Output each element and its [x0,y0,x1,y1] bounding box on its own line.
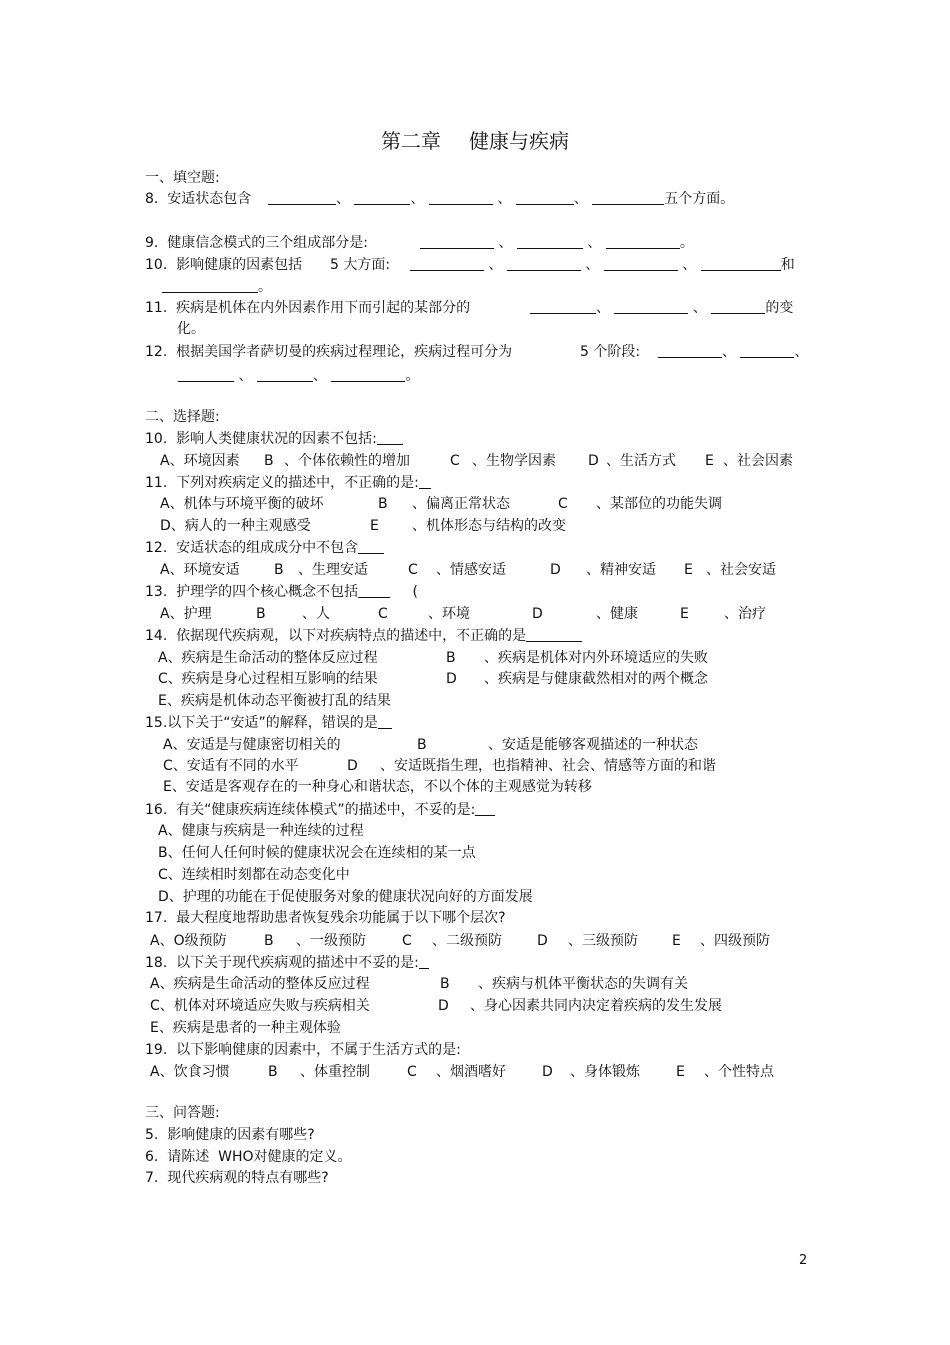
choice-15-option-c: C、安适有不同的水平 [163,758,299,774]
choice-19-option-d: 、身体锻炼 [570,1064,640,1080]
choice-10-option-b-letter: B [264,453,274,469]
choice-14-option-e: E、疾病是机体动态平衡被打乱的结果 [158,693,391,709]
fill-blanks-12: 、 、 [658,343,808,361]
choice-19-option-a: A、饮食习惯 [150,1064,230,1080]
choice-14-option-d: 、疾病是与健康截然相对的两个概念 [484,671,708,687]
choice-10-option-e-letter: E [705,453,714,469]
choice-10-option-e: 、社会因素 [723,453,793,469]
fill-blanks-10: 、 、 、 和 [410,256,795,274]
choice-10-option-c-letter: C [450,453,460,469]
choice-12-option-d: 、精神安适 [586,562,656,578]
choice-17-option-e-letter: E [672,933,681,949]
choice-17-option-c-letter: C [402,933,412,949]
choice-11-option-b: 、偏离正常状态 [412,496,510,512]
choice-15-option-a: A、安适是与健康密切相关的 [163,737,341,753]
fill-question-8: 8. 安适状态包含 [145,191,252,207]
choice-19-option-e: 、个性特点 [704,1064,774,1080]
essay-question-5: 5. 影响健康的因素有哪些? [145,1127,315,1143]
choice-question-11: 11. 下列对疾病定义的描述中，不正确的是: [145,474,431,492]
choice-10-option-a: A、环境因素 [160,453,240,469]
choice-16-option-b: B、任何人任何时候的健康状况会在连续相的某一点 [158,845,476,861]
choice-12-option-d-letter: D [550,562,561,578]
choice-11-option-d: D、病人的一种主观感受 [160,518,311,534]
choice-question-15: 15.以下关于“安适”的解释，错误的是 [145,714,392,732]
choice-question-13: 13. 护理学的四个核心概念不包括 ( [145,584,418,600]
choice-15-option-b-letter: B [417,737,427,753]
choice-question-18: 18. 以下关于现代疾病观的描述中不妥的是: [145,954,429,972]
choice-10-option-d: 、生活方式 [606,453,676,469]
choice-13-option-b: 、人 [302,606,330,622]
choice-17-option-b-letter: B [264,933,274,949]
choice-12-option-a: A、环境安适 [160,562,240,578]
choice-10-option-b: 、个体依赖性的增加 [284,453,410,469]
choice-18-option-d-letter: D [438,998,449,1014]
choice-13-option-e-letter: E [680,606,689,622]
choice-question-16: 16. 有关“健康疾病连续体模式”的描述中，不妥的是: [145,801,495,819]
choice-14-option-a: A、疾病是生命活动的整体反应过程 [158,650,378,666]
choice-15-option-b: 、安适是能够客观描述的一种状态 [488,737,698,753]
fill-blanks-8: 、 、 、 、 五个方面。 [268,190,734,208]
choice-question-10: 10. 影响人类健康状况的因素不包括: [145,430,403,448]
choice-12-option-c-letter: C [408,562,418,578]
choice-17-option-a: A、O级预防 [150,933,227,949]
choice-12-option-b: 、生理安适 [298,562,368,578]
fill-question-10: 10. 影响健康的因素包括 [145,257,303,273]
choice-17-option-c: 、二级预防 [432,933,502,949]
choice-16-option-a: A、健康与疾病是一种连续的过程 [158,823,364,839]
choice-17-option-d: 、三级预防 [568,933,638,949]
choice-14-option-c: C、疾病是身心过程相互影响的结果 [158,671,378,687]
essay-question-7: 7. 现代疾病观的特点有哪些? [145,1170,329,1186]
choice-14-option-d-letter: D [446,671,457,687]
fill-question-12-mid: 5 个阶段: [580,344,641,360]
choice-16-option-d: D、护理的功能在于促使服务对象的健康状况向好的方面发展 [158,889,533,905]
choice-15-option-e: E、安适是客观存在的一种身心和谐状态，不以个体的主观感觉为转移 [163,779,592,795]
choice-13-option-d: 、健康 [596,606,638,622]
choice-15-option-d-letter: D [347,758,358,774]
fill-blanks-11: 、 、 的变 [530,299,793,317]
choice-19-option-d-letter: D [542,1064,553,1080]
choice-19-option-b-letter: B [268,1064,278,1080]
fill-blanks-12-wrap: 、 、 。 [178,367,419,385]
choice-12-option-e: 、社会安适 [706,562,776,578]
choice-19-option-c-letter: C [407,1064,417,1080]
choice-17-option-b: 、一级预防 [296,933,366,949]
section-heading-fill: 一、填空题: [145,170,220,186]
choice-18-option-a: A、疾病是生命活动的整体反应过程 [150,976,370,992]
section-heading-essay: 三、问答题: [145,1105,220,1121]
choice-13-option-c: 、环境 [428,606,470,622]
choice-11-option-c-letter: C [558,496,568,512]
choice-18-option-b-letter: B [440,976,450,992]
choice-18-option-d: 、身心因素共同内决定着疾病的发生发展 [470,998,722,1014]
choice-19-option-e-letter: E [676,1064,685,1080]
section-heading-choice: 二、选择题: [145,409,220,425]
choice-17-option-e: 、四级预防 [700,933,770,949]
choice-13-option-e: 、治疗 [724,606,766,622]
fill-question-10-mid: 5 大方面: [330,257,391,273]
choice-18-option-c: C、机体对环境适应失败与疾病相关 [150,998,370,1014]
choice-19-option-b: 、体重控制 [300,1064,370,1080]
choice-11-option-e: 、机体形态与结构的改变 [412,518,566,534]
choice-18-option-e: E、疾病是患者的一种主观体验 [150,1020,341,1036]
choice-13-option-d-letter: D [532,606,543,622]
fill-blanks-10-wrap: 。 [162,278,272,296]
fill-question-9: 9. 健康信念模式的三个组成部分是: [145,235,368,251]
choice-12-option-e-letter: E [684,562,693,578]
choice-13-option-c-letter: C [378,606,388,622]
choice-question-19: 19. 以下影响健康的因素中，不属于生活方式的是: [145,1042,461,1058]
fill-question-11: 11. 疾病是机体在内外因素作用下而引起的某部分的 [145,300,471,316]
fill-question-11-wrap: 化。 [177,321,205,337]
choice-14-option-b-letter: B [446,650,456,666]
choice-18-option-b: 、疾病与机体平衡状态的失调有关 [478,976,688,992]
choice-10-option-d-letter: D [588,453,599,469]
choice-11-option-c: 、某部位的功能失调 [596,496,722,512]
choice-12-option-b-letter: B [274,562,284,578]
page-number: 2 [799,1253,808,1268]
choice-11-option-e-letter: E [370,518,379,534]
choice-11-option-a: A、机体与环境平衡的破坏 [160,496,324,512]
choice-12-option-c: 、情感安适 [436,562,506,578]
choice-question-12: 12. 安适状态的组成成分中不包含 [145,539,384,557]
choice-13-option-b-letter: B [256,606,266,622]
fill-question-12: 12. 根据美国学者萨切曼的疾病过程理论，疾病过程可分为 [145,344,513,360]
essay-question-6: 6. 请陈述 WHO对健康的定义。 [145,1149,352,1165]
fill-blanks-9: 、 、 。 [420,234,694,252]
choice-13-option-a: A、护理 [160,606,212,622]
choice-14-option-b: 、疾病是机体对内外环境适应的失败 [484,650,708,666]
page-title: 第二章 健康与疾病 [381,129,569,153]
choice-11-option-b-letter: B [378,496,388,512]
choice-16-option-c: C、连续相时刻都在动态变化中 [158,867,350,883]
choice-19-option-c: 、烟酒嗜好 [436,1064,506,1080]
choice-question-14: 14. 依据现代疾病观，以下对疾病特点的描述中，不正确的是 [145,627,582,645]
choice-17-option-d-letter: D [537,933,548,949]
choice-question-17: 17. 最大程度地帮助患者恢复残余功能属于以下哪个层次? [145,910,506,926]
choice-15-option-d: 、安适既指生理，也指精神、社会、情感等方面的和谐 [380,758,716,774]
choice-10-option-c: 、生物学因素 [472,453,556,469]
